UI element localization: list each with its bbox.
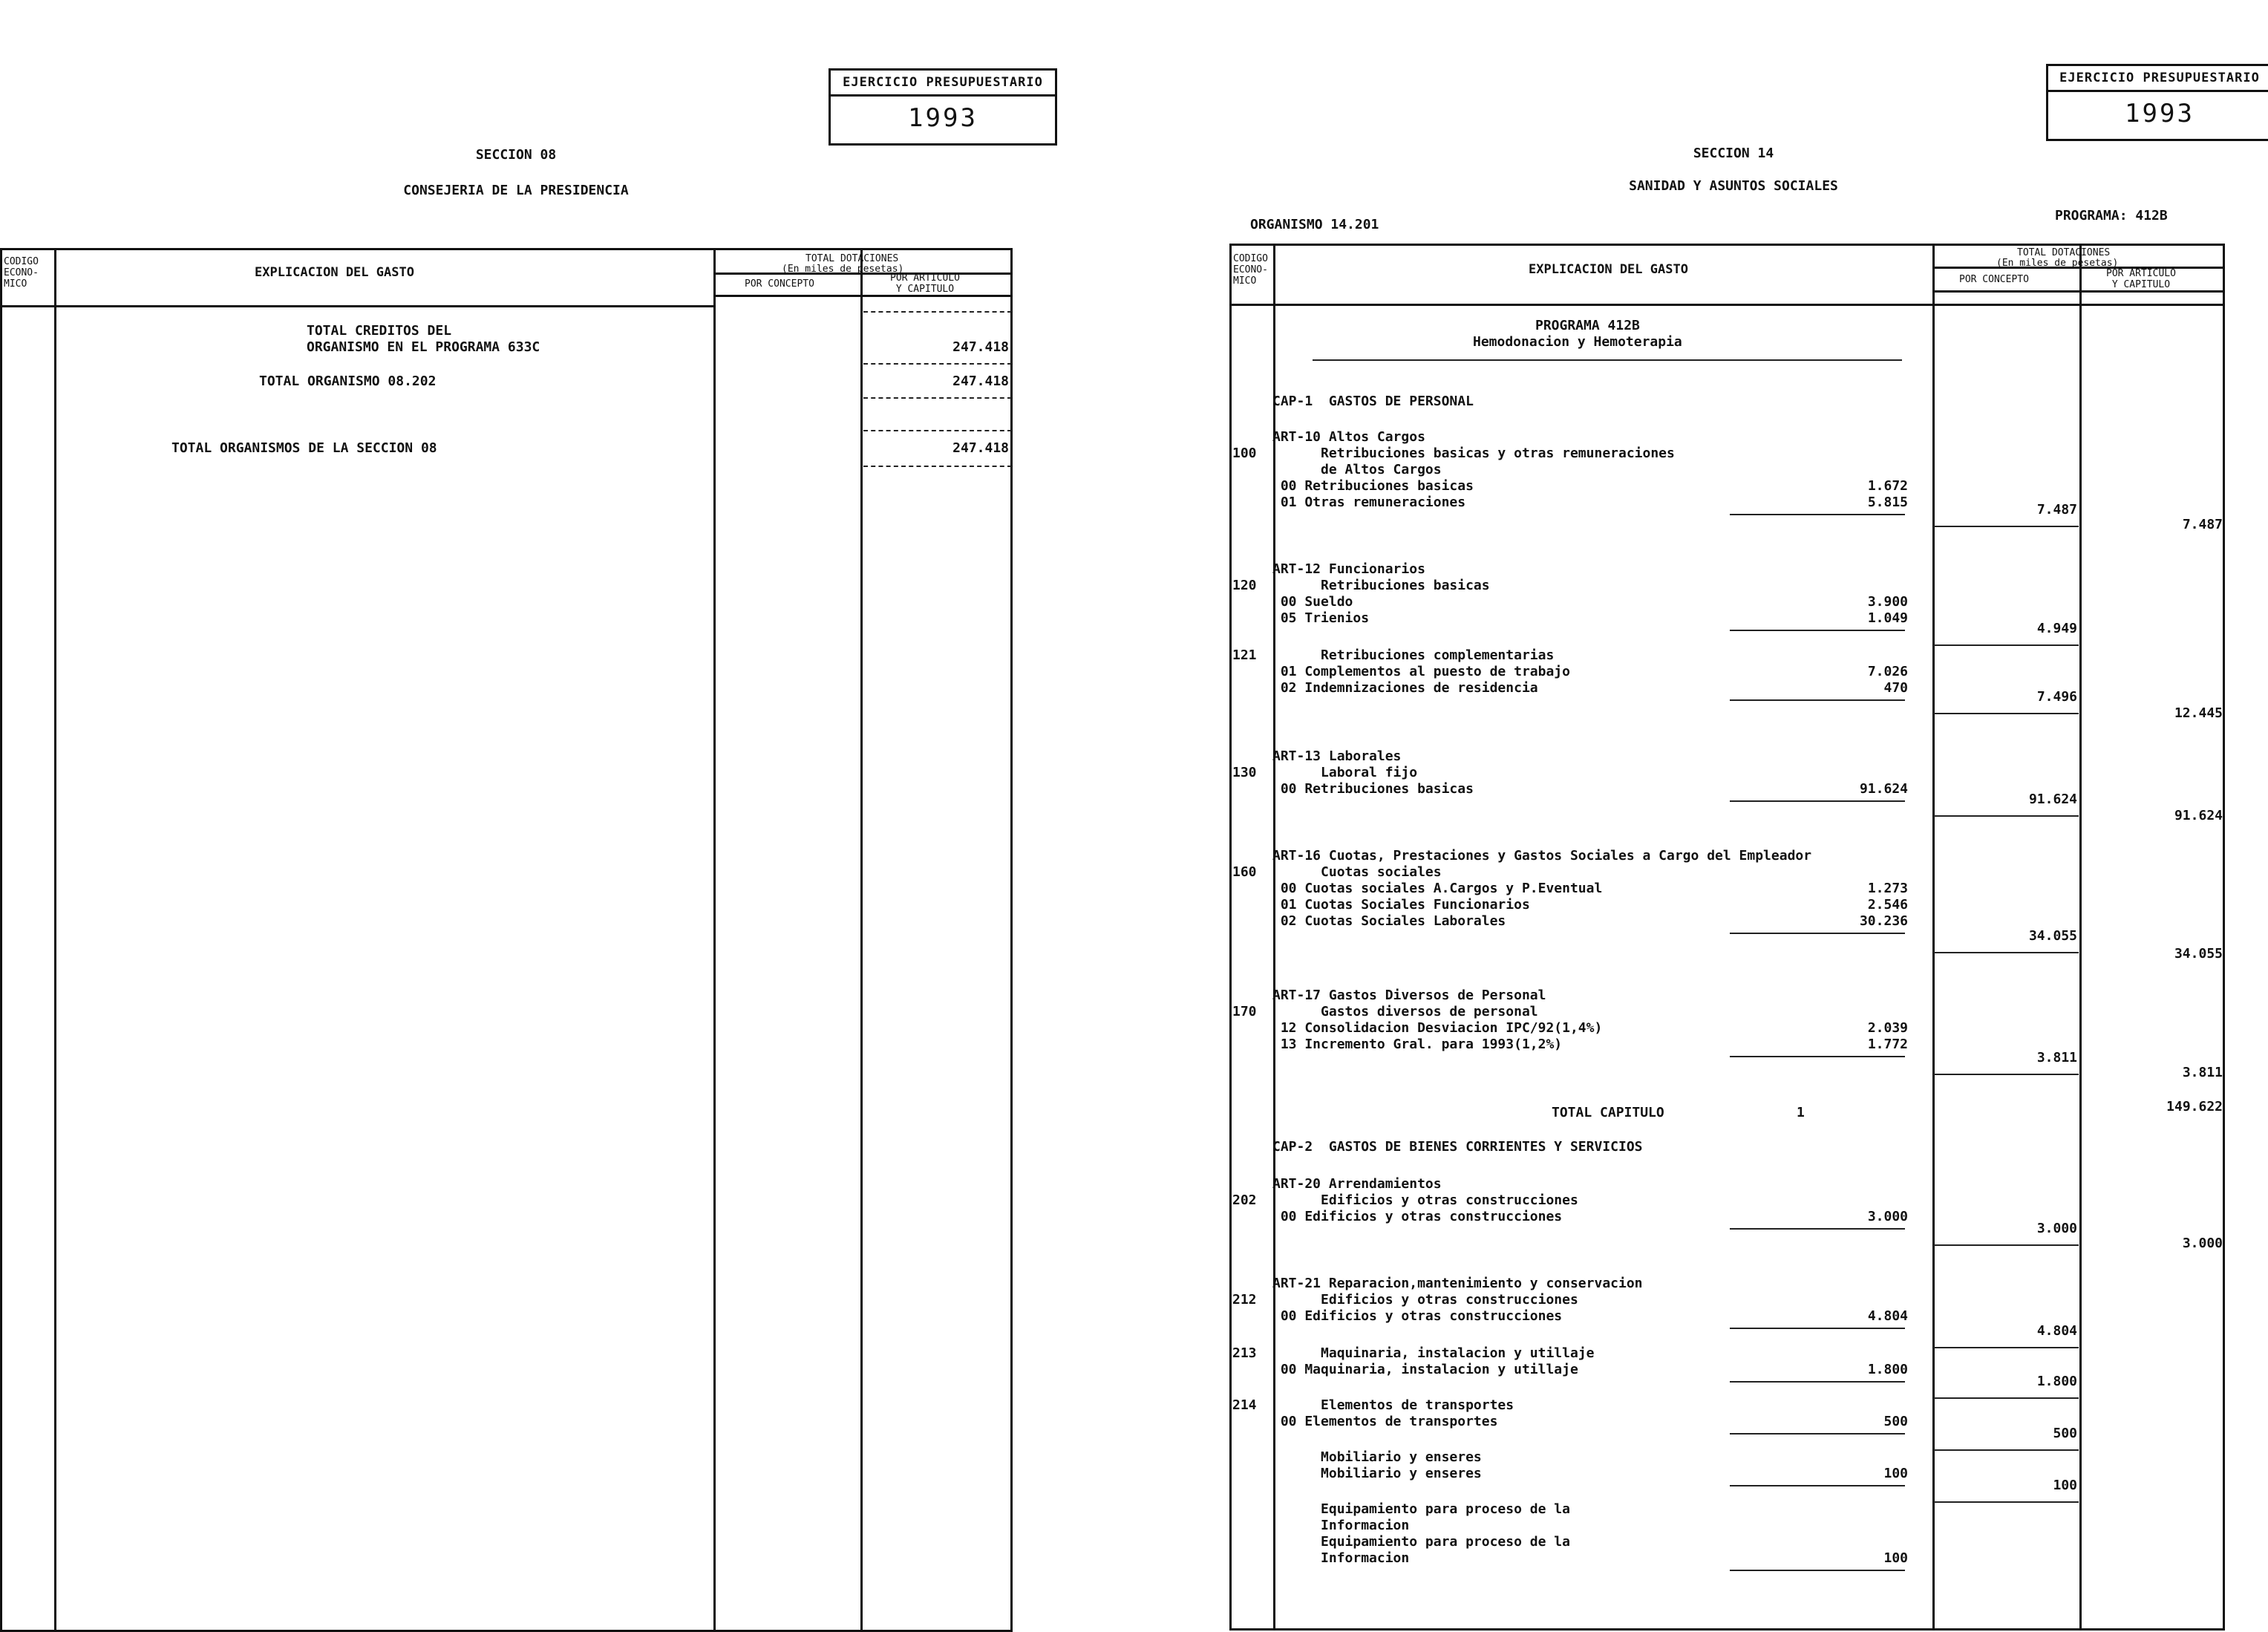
line-text: Maquinaria, instalacion y utillaje: [1272, 1345, 1595, 1361]
line-text: Cuotas sociales: [1272, 864, 1442, 880]
line-value: 5.815: [1867, 495, 1908, 510]
line-text: 00 Retribuciones basicas: [1272, 478, 1474, 494]
line-text: ART-10 Altos Cargos: [1272, 429, 1425, 445]
line-text: Mobiliario y enseres: [1272, 1449, 1482, 1465]
line-text: CAP-2 GASTOS DE BIENES CORRIENTES Y SERVICIOS: [1272, 1139, 1643, 1155]
line-text: Retribuciones basicas: [1272, 578, 1490, 593]
left-col-explicacion: EXPLICACION DEL GASTO: [255, 265, 414, 280]
line-text: ART-13 Laborales: [1272, 748, 1402, 764]
concepto-total: 500: [2053, 1426, 2077, 1441]
concepto-underline: [1933, 815, 2079, 817]
left-seccion: SECCION 08: [475, 147, 557, 163]
line-text: 01 Complementos al puesto de trabajo: [1272, 664, 1570, 679]
left-row-total-organismo: TOTAL ORGANISMO 08.202: [259, 373, 437, 389]
left-stamp-label: EJERCICIO PRESUPUESTARIO: [831, 71, 1055, 97]
concepto-total: 4.804: [2036, 1323, 2077, 1339]
economic-code: 120: [1232, 578, 1257, 593]
line-value: 3.000: [1867, 1209, 1908, 1224]
articulo-total: 3.000: [2182, 1236, 2223, 1251]
line-text: de Altos Cargos: [1272, 462, 1442, 477]
concepto-total: 3.000: [2036, 1221, 2077, 1236]
articulo-total: 3.811: [2182, 1065, 2223, 1080]
line-value: 1.672: [1867, 478, 1908, 494]
line-text: ART-12 Funcionarios: [1272, 561, 1425, 577]
line-text: Edificios y otras construcciones: [1272, 1192, 1578, 1208]
left-budget-table: [0, 248, 1013, 1632]
line-text: ART-20 Arrendamientos: [1272, 1176, 1442, 1192]
line-text: 01 Otras remuneraciones: [1272, 495, 1466, 510]
line-text: 00 Maquinaria, instalacion y utillaje: [1272, 1362, 1578, 1377]
left-value-total-seccion: 247.418: [952, 440, 1009, 456]
concepto-underline: [1933, 1501, 2079, 1503]
left-col-articulo: POR ARTICULO Y CAPITULO: [890, 272, 960, 295]
line-text: 01 Cuotas Sociales Funcionarios: [1272, 897, 1530, 913]
economic-code: 212: [1232, 1292, 1257, 1308]
concepto-underline: [1933, 1347, 2079, 1348]
line-value: 7.026: [1867, 664, 1908, 679]
line-value: 2.039: [1867, 1020, 1908, 1036]
concepto-total: 34.055: [2028, 928, 2077, 944]
left-col-concepto: POR CONCEPTO: [745, 278, 814, 290]
left-stamp-year: 1993: [908, 103, 978, 133]
line-value: 100: [1883, 1550, 1908, 1566]
line-text: 00 Edificios y otras construcciones: [1272, 1209, 1563, 1224]
subtotal-underline: [1730, 933, 1905, 934]
articulo-total: 7.487: [2182, 517, 2223, 532]
line-value: 100: [1883, 1466, 1908, 1481]
subtotal-underline: [1730, 699, 1905, 701]
concepto-total: 3.811: [2036, 1050, 2077, 1065]
line-text: Mobiliario y enseres: [1272, 1466, 1482, 1481]
right-programa-name: Hemodonacion y Hemoterapia: [1473, 334, 1682, 350]
left-col-total: TOTAL DOTACIONES: [805, 253, 899, 264]
economic-code: 213: [1232, 1345, 1257, 1361]
line-text: 00 Cuotas sociales A.Cargos y P.Eventual: [1272, 881, 1603, 896]
line-value: 4.804: [1867, 1308, 1908, 1324]
economic-code: 100: [1232, 445, 1257, 461]
line-value: 1.772: [1867, 1037, 1908, 1052]
concepto-underline: [1933, 644, 2079, 646]
economic-code: 130: [1232, 765, 1257, 780]
subtotal-underline: [1730, 1485, 1905, 1486]
right-total-capitulo-num: 1: [1797, 1105, 1805, 1120]
subtotal-underline: [1730, 514, 1905, 515]
concepto-underline: [1933, 1074, 2079, 1075]
subtotal-underline: [1730, 1381, 1905, 1383]
concepto-underline: [1933, 1244, 2079, 1246]
line-text: 02 Indemnizaciones de residencia: [1272, 680, 1538, 696]
line-text: 13 Incremento Gral. para 1993(1,2%): [1272, 1037, 1563, 1052]
line-value: 30.236: [1859, 913, 1908, 929]
right-col-explicacion: EXPLICACION DEL GASTO: [1529, 262, 1688, 277]
economic-code: 214: [1232, 1397, 1257, 1413]
articulo-total: 149.622: [2166, 1099, 2223, 1114]
subtotal-underline: [1730, 1433, 1905, 1434]
articulo-total: 91.624: [2174, 808, 2223, 823]
concepto-total: 1.800: [2036, 1374, 2077, 1389]
line-value: 1.049: [1867, 610, 1908, 626]
left-col-codigo: CODIGO ECONO- MICO: [4, 256, 39, 290]
line-text: 05 Trienios: [1272, 610, 1370, 626]
concepto-underline: [1933, 1397, 2079, 1399]
concepto-total: 7.487: [2036, 502, 2077, 518]
line-text: Informacion: [1272, 1550, 1410, 1566]
right-stamp-label: EJERCICIO PRESUPUESTARIO: [2048, 66, 2268, 92]
left-consejeria: CONSEJERIA DE LA PRESIDENCIA: [403, 183, 629, 198]
right-seccion: SECCION 14: [1693, 146, 1774, 161]
line-text: 02 Cuotas Sociales Laborales: [1272, 913, 1506, 929]
subtotal-underline: [1730, 800, 1905, 802]
line-text: 00 Sueldo: [1272, 594, 1353, 610]
right-col-codigo: CODIGO ECONO- MICO: [1233, 253, 1268, 287]
concepto-total: 7.496: [2036, 689, 2077, 705]
economic-code: 170: [1232, 1004, 1257, 1019]
articulo-total: 12.445: [2174, 705, 2223, 721]
left-value-total-creditos: 247.418: [952, 339, 1009, 355]
line-value: 2.546: [1867, 897, 1908, 913]
line-value: 91.624: [1859, 781, 1908, 797]
line-text: ART-21 Reparacion,mantenimiento y conservacion: [1272, 1276, 1643, 1291]
line-text: Informacion: [1272, 1518, 1410, 1533]
line-text: ART-16 Cuotas, Prestaciones y Gastos Sociales a Cargo del Empleador: [1272, 848, 1812, 864]
right-programa-title: PROGRAMA 412B: [1535, 318, 1640, 333]
line-text: Equipamiento para proceso de la: [1272, 1534, 1570, 1550]
right-col-total-sub: (En miles de pesetas): [1996, 258, 2119, 269]
right-total-capitulo-label: TOTAL CAPITULO: [1552, 1105, 1664, 1120]
left-row-total-seccion: TOTAL ORGANISMOS DE LA SECCION 08: [171, 440, 437, 456]
concepto-underline: [1933, 952, 2079, 953]
line-text: 00 Edificios y otras construcciones: [1272, 1308, 1563, 1324]
line-value: 470: [1883, 680, 1908, 696]
left-value-total-organismo: 247.418: [952, 373, 1009, 389]
line-value: 1.273: [1867, 881, 1908, 896]
subtotal-underline: [1730, 1228, 1905, 1230]
left-row-total-creditos: TOTAL CREDITOS DEL ORGANISMO EN EL PROGRAMA 633C: [307, 323, 540, 355]
left-budget-year-stamp: [829, 68, 1057, 146]
line-text: Elementos de transportes: [1272, 1397, 1514, 1413]
economic-code: 121: [1232, 647, 1257, 663]
line-text: Equipamiento para proceso de la: [1272, 1501, 1570, 1517]
line-text: CAP-1 GASTOS DE PERSONAL: [1272, 394, 1474, 409]
concepto-underline: [1933, 526, 2079, 527]
line-text: Retribuciones complementarias: [1272, 647, 1555, 663]
subtotal-underline: [1730, 630, 1905, 631]
line-text: 12 Consolidacion Desviacion IPC/92(1,4%): [1272, 1020, 1603, 1036]
right-col-articulo: POR ARTICULO Y CAPITULO: [2106, 268, 2176, 290]
concepto-total: 91.624: [2028, 791, 2077, 807]
subtotal-underline: [1730, 1056, 1905, 1057]
right-stamp-year: 1993: [2125, 99, 2195, 128]
line-text: Gastos diversos de personal: [1272, 1004, 1538, 1019]
line-value: 500: [1883, 1414, 1908, 1429]
right-consejeria: SANIDAD Y ASUNTOS SOCIALES: [1629, 178, 1838, 194]
right-organismo: ORGANISMO 14.201: [1250, 217, 1379, 232]
line-text: Retribuciones basicas y otras remuneraciones: [1272, 445, 1675, 461]
right-programa-label: PROGRAMA: 412B: [2055, 208, 2168, 223]
articulo-total: 34.055: [2174, 946, 2223, 962]
right-budget-year-stamp: [2046, 64, 2268, 141]
economic-code: 202: [1232, 1192, 1257, 1208]
right-col-total: TOTAL DOTACIONES: [2017, 247, 2111, 258]
subtotal-underline: [1730, 1328, 1905, 1329]
line-value: 3.900: [1867, 594, 1908, 610]
line-text: Edificios y otras construcciones: [1272, 1292, 1578, 1308]
concepto-total: 4.949: [2036, 621, 2077, 636]
line-text: Laboral fijo: [1272, 765, 1418, 780]
line-value: 1.800: [1867, 1362, 1908, 1377]
concepto-total: 100: [2053, 1478, 2077, 1493]
economic-code: 160: [1232, 864, 1257, 880]
concepto-underline: [1933, 1449, 2079, 1451]
left-col-total-sub: (En miles de pesetas): [782, 264, 904, 275]
line-text: 00 Retribuciones basicas: [1272, 781, 1474, 797]
subtotal-underline: [1730, 1570, 1905, 1571]
line-text: 00 Elementos de transportes: [1272, 1414, 1498, 1429]
line-text: ART-17 Gastos Diversos de Personal: [1272, 988, 1546, 1003]
concepto-underline: [1933, 713, 2079, 714]
right-col-concepto: POR CONCEPTO: [1959, 274, 2029, 285]
